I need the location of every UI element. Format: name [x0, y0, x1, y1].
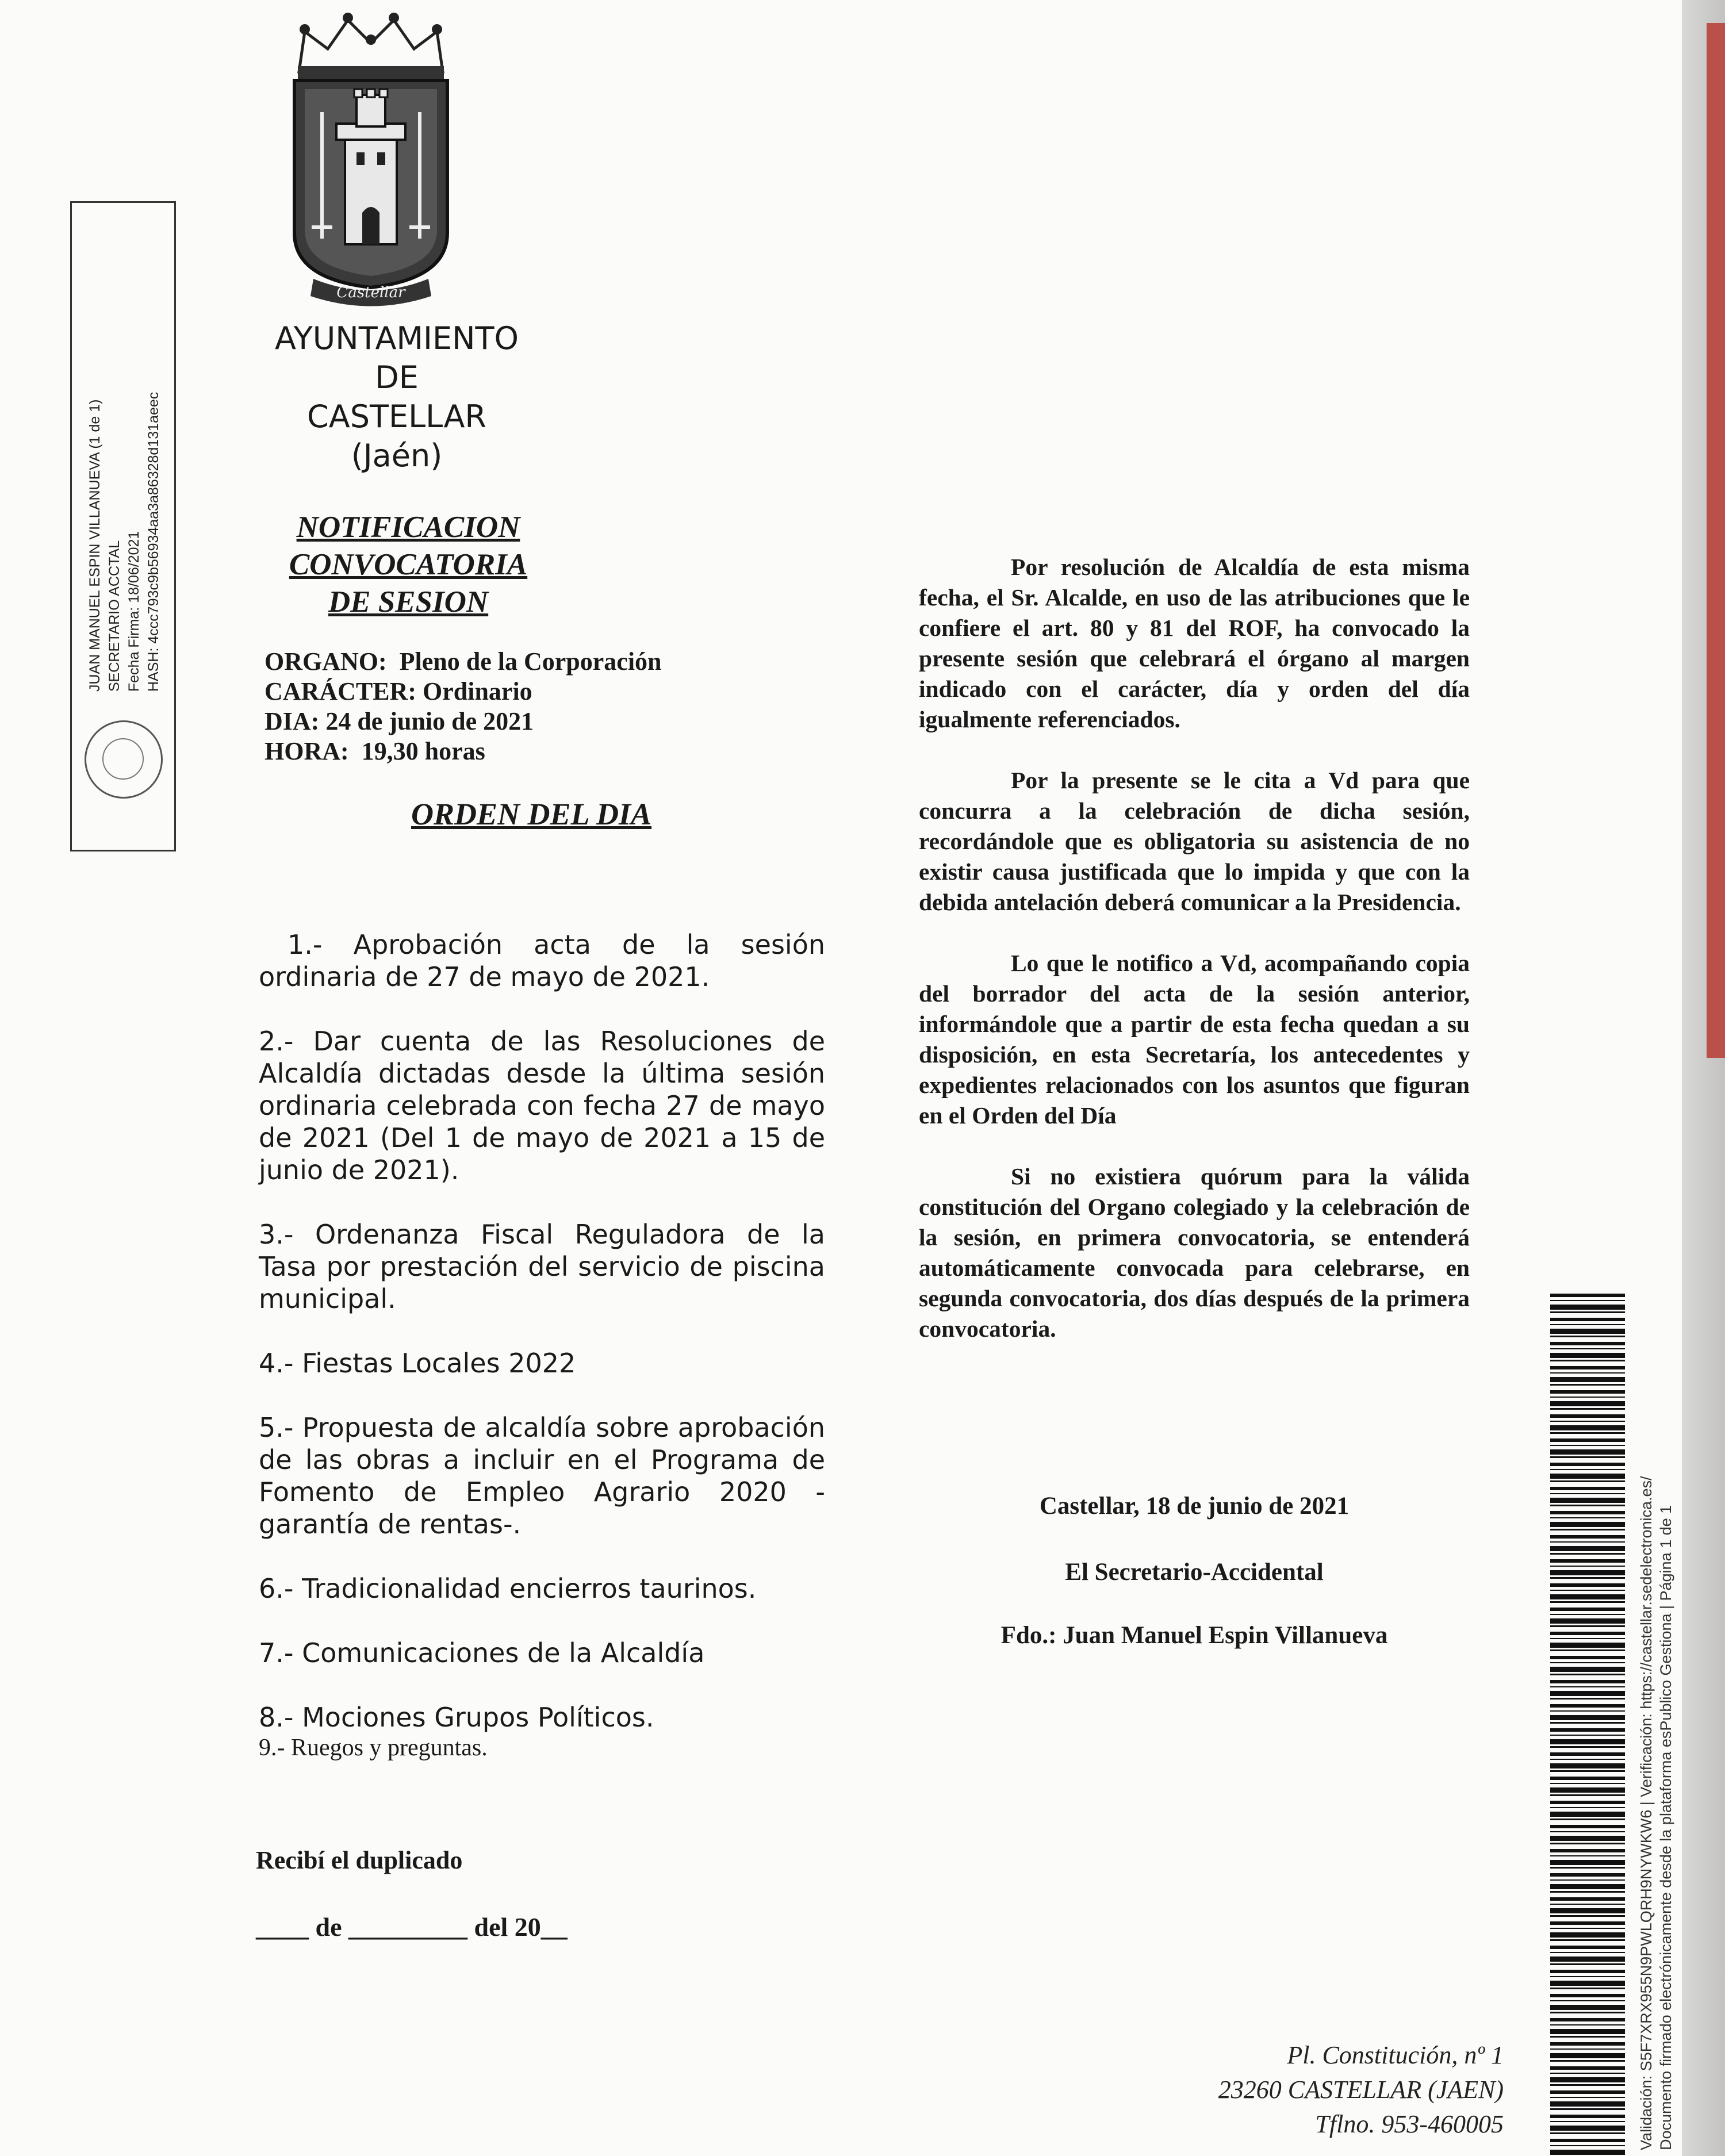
stamp-signature-date: Fecha Firma: 18/06/2021 — [126, 531, 142, 692]
agenda-list — [259, 929, 825, 1762]
agenda-item: 3.- Ordenanza Fiscal Reguladora de la Tasa por prestación del servicio de piscina municipal. — [259, 1219, 825, 1314]
body-paragraph: Lo que le notifico a Vd, acompañando copia del borrador del acta de la sesión anterior, informándole que a partir de esta fecha quedan a su disposición, en esta Secretaría, los antecedentes y expedientes relacionados con los asuntos que figuran en el Orden del Día — [919, 950, 1470, 1129]
agenda-item: 5.- Propuesta de alcaldía sobre aprobación de las obras a incluir en el Programa de Fomento de Empleo Agrario 2020 -garantía de rentas-. — [259, 1412, 825, 1540]
caracter-label: CARÁCTER: — [264, 677, 416, 705]
caracter-value: Ordinario — [423, 677, 532, 705]
meta-organo — [264, 647, 662, 677]
verification-line-2: Documento firmado electrónicamente desde la plataforma esPublico Gestiona | Página 1 de 1 — [1657, 1505, 1674, 2150]
notification-body — [919, 552, 1470, 1375]
agenda-item: 6.- Tradicionalidad encierros taurinos. — [259, 1573, 757, 1604]
address-line-2: 23260 CASTELLAR (JAEN) — [1218, 2076, 1504, 2104]
meta-hora — [264, 736, 662, 766]
org-line-2: DE — [375, 359, 419, 396]
agenda-item: 7.- Comunicaciones de la Alcaldía — [259, 1637, 705, 1668]
signature-stamp — [70, 201, 176, 851]
body-paragraph: Por resolución de Alcaldía de esta misma fecha, el Sr. Alcalde, en uso de las atribuciones que le confiere el art. 80 y 81 del ROF, ha convocado la presente sesión que celebrará el órgano al margen indicado con el carácter, día y orden del día igualmente referenciados. — [919, 554, 1470, 732]
dia-label: DIA: — [264, 707, 320, 735]
org-line-4: (Jaén) — [351, 438, 443, 474]
title-line-1: NOTIFICACION CONVOCATORIA — [289, 511, 528, 581]
organo-value: Pleno de la Corporación — [399, 647, 662, 676]
stamp-role: SECRETARIO ACCTAL — [106, 540, 122, 692]
verification-line-1: Validación: S5F7XRX955N9PWLQRH9NYWKW6 | Verificación: https://castellar.sedelectronica.es/ — [1638, 1476, 1655, 2150]
session-meta — [264, 647, 662, 766]
stamp-signer: JUAN MANUEL ESPIN VILLANUEVA (1 de 1) — [87, 399, 103, 692]
organo-label: ORGANO: — [264, 647, 387, 676]
address-block — [1184, 2038, 1504, 2142]
stamp-hash: HASH: 4ccc793c9b56934aa3a86328d131aeec — [145, 392, 162, 692]
org-line-3: CASTELLAR — [307, 398, 486, 435]
official-seal-icon — [85, 720, 163, 799]
agenda-item: 8.- Mociones Grupos Políticos. — [259, 1702, 654, 1733]
document-title — [262, 509, 555, 621]
receipt-label: Recibí el duplicado — [256, 1846, 463, 1874]
place-date: Castellar, 18 de junio de 2021 — [1039, 1493, 1350, 1520]
title-line-2: DE SESION — [328, 585, 489, 619]
body-paragraph: Si no existiera quórum para la válida constitución del Organo colegiado y la celebración de la sesión, en primera convocatoria, se entenderá automáticamente convocada para celebrarse, en segunda convocatoria, dos días después de la primera convocatoria. — [919, 1163, 1470, 1342]
hora-label: HORA: — [264, 737, 349, 765]
receipt-date-line: ____ de _________ del 20__ — [256, 1912, 568, 1942]
crest-motto: Castellar — [336, 284, 405, 301]
agenda-title: ORDEN DEL DIA — [411, 797, 652, 831]
background-red-strip — [1707, 23, 1725, 1058]
org-line-1: AYUNTAMIENTO — [275, 320, 519, 356]
organization-name — [253, 319, 540, 475]
signer-name: Fdo.: Juan Manuel Espin Villanueva — [1000, 1622, 1388, 1649]
agenda-item: 1.- Aprobación acta de la sesión ordinaria de 27 de mayo de 2021. — [259, 929, 825, 992]
address-line-1: Pl. Constitución, nº 1 — [1287, 2041, 1504, 2069]
castellar-coat-of-arms-icon — [282, 9, 460, 308]
agenda-item: 9.- Ruegos y preguntas. — [259, 1735, 488, 1761]
address-line-3: Tflno. 953-460005 — [1315, 2110, 1504, 2138]
signer-role: El Secretario-Accidental — [1065, 1559, 1324, 1586]
agenda-item: 2.- Dar cuenta de las Resoluciones de Alcaldía dictadas desde la última sesión ordinaria celebrada con fecha 27 de mayo de 2021 (Del 1 de mayo de 2021 a 15 de junio de 2021). — [259, 1026, 825, 1186]
hora-value: 19,30 horas — [361, 737, 485, 765]
meta-caracter — [264, 677, 662, 707]
meta-dia — [264, 707, 662, 736]
barcode-icon — [1550, 1294, 1625, 2156]
agenda-item: 4.- Fiestas Locales 2022 — [259, 1348, 576, 1379]
body-paragraph: Por la presente se le cita a Vd para que concurra a la celebración de dicha sesión, recordándole que es obligatoria su asistencia de no existir causa justificada que lo impida y que con la debida antelación deberá comunicar a la Presidencia. — [919, 767, 1470, 915]
dia-value: 24 de junio de 2021 — [325, 707, 534, 735]
